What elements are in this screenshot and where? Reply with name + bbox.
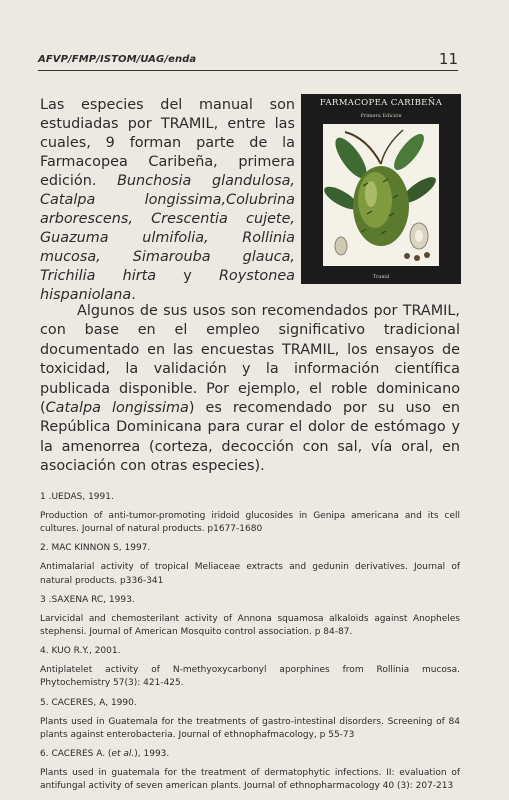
reference-item xyxy=(40,594,460,639)
intro-end: . xyxy=(131,287,136,303)
reference-citation: Antiplatelet activity of N-methyoxycarbonyl aporphines from Rollinia mucosa. Phytochemistry 57(3): 421-425. xyxy=(40,665,460,689)
intro-lead: Las especies del manual son estudiadas por TRAMIL, entre las cuales, 9 forman parte de la Farmacopea Caribeña, primera edición. xyxy=(40,97,295,189)
reference-item xyxy=(40,748,460,793)
fruit-illustration-icon xyxy=(323,124,439,266)
body-paragraph xyxy=(40,302,460,477)
cover-subtitle: Primera Edición xyxy=(360,113,402,119)
reference-author: 1 .UEDAS, 1991. xyxy=(40,492,114,502)
body-text-after: ) es recomendado por su uso en República Dominicana para curar el dolor de estómago y la amenorrea (corteza, decocción con sal, vía oral, en asociación con otras especies). xyxy=(40,400,460,475)
reference-author: 4. KUO R.Y., 2001. xyxy=(40,646,121,657)
cover-title: FARMACOPEA CARIBEÑA xyxy=(319,98,443,108)
reference-author-etal: et al. xyxy=(111,749,135,760)
reference-item xyxy=(40,491,460,536)
species-list: Bunchosia glandulosa, Catalpa longissima,Colubrina arborescens, Crescentia cujete, Guazuma ulmifolia, Rollinia mucosa, Simarouba glauca, Trichilia hirta xyxy=(40,173,295,284)
body-species-italic: Catalpa longissima xyxy=(45,400,189,417)
reference-author: 3 .SAXENA RC, 1993. xyxy=(40,594,135,605)
references-list xyxy=(40,491,460,799)
reference-item xyxy=(40,645,460,690)
reference-citation: Plants used in guatemala for the treatment of dermatophytic infections. II: evaluation of antifungal activity of seven american plants. Journal of ethnopharmacology 40 (3): 207-213 xyxy=(40,768,460,792)
reference-author xyxy=(40,748,460,761)
book-cover-image xyxy=(301,94,461,284)
intro-paragraph xyxy=(40,96,295,305)
reference-citation: Antimalarial activity of tropical Meliaceae extracts and gedunin derivatives. Journal of natural products. p336-341 xyxy=(40,562,460,586)
species-last: Roystonea hispaniolana xyxy=(40,268,295,303)
header-rule xyxy=(38,70,458,71)
reference-item xyxy=(40,697,460,742)
cover-botanical-illustration xyxy=(323,124,439,266)
reference-citation: Production of anti-tumor-promoting iridoid glucosides in Genipa americana and its cell cultures. Journal of natural products. p1677-1680 xyxy=(40,511,460,535)
reference-author-post: ), 1993. xyxy=(134,749,170,760)
cover-footer: Tramil xyxy=(372,274,390,280)
reference-citation: Larvicidal and chemosterilant activity of Annona squamosa alkaloids against Anopheles stephensi. Journal of American Mosquito control association. p 84-87. xyxy=(40,613,460,638)
reference-item xyxy=(40,542,460,587)
reference-author: 2. MAC KINNON S, 1997. xyxy=(40,543,151,554)
reference-author-pre: 6. CACERES A. ( xyxy=(40,749,112,760)
reference-citation: Plants used in Guatemala for the treatments of gastro-intestinal disorders. Screening of 84 plants against enterobacteria. Journal of ethnophafmacology, p 55-73 xyxy=(40,716,460,740)
species-joiner: y xyxy=(183,268,192,284)
body-text-before: Algunos de sus usos son recomendados por TRAMIL, con base en el empleo significativo tradicional documentado en las encuestas TRAMIL, los ensayos de toxicidad, la validación y la información científica publicada disponible. Por ejemplo, el roble dominicano ( xyxy=(40,303,460,417)
page-header xyxy=(38,50,458,72)
reference-author: 5. CACERES, A, 1990. xyxy=(40,697,137,708)
publisher-acronyms: AFVP/FMP/ISTOM/UAG/enda xyxy=(38,54,197,65)
page-number: 11 xyxy=(438,50,458,68)
